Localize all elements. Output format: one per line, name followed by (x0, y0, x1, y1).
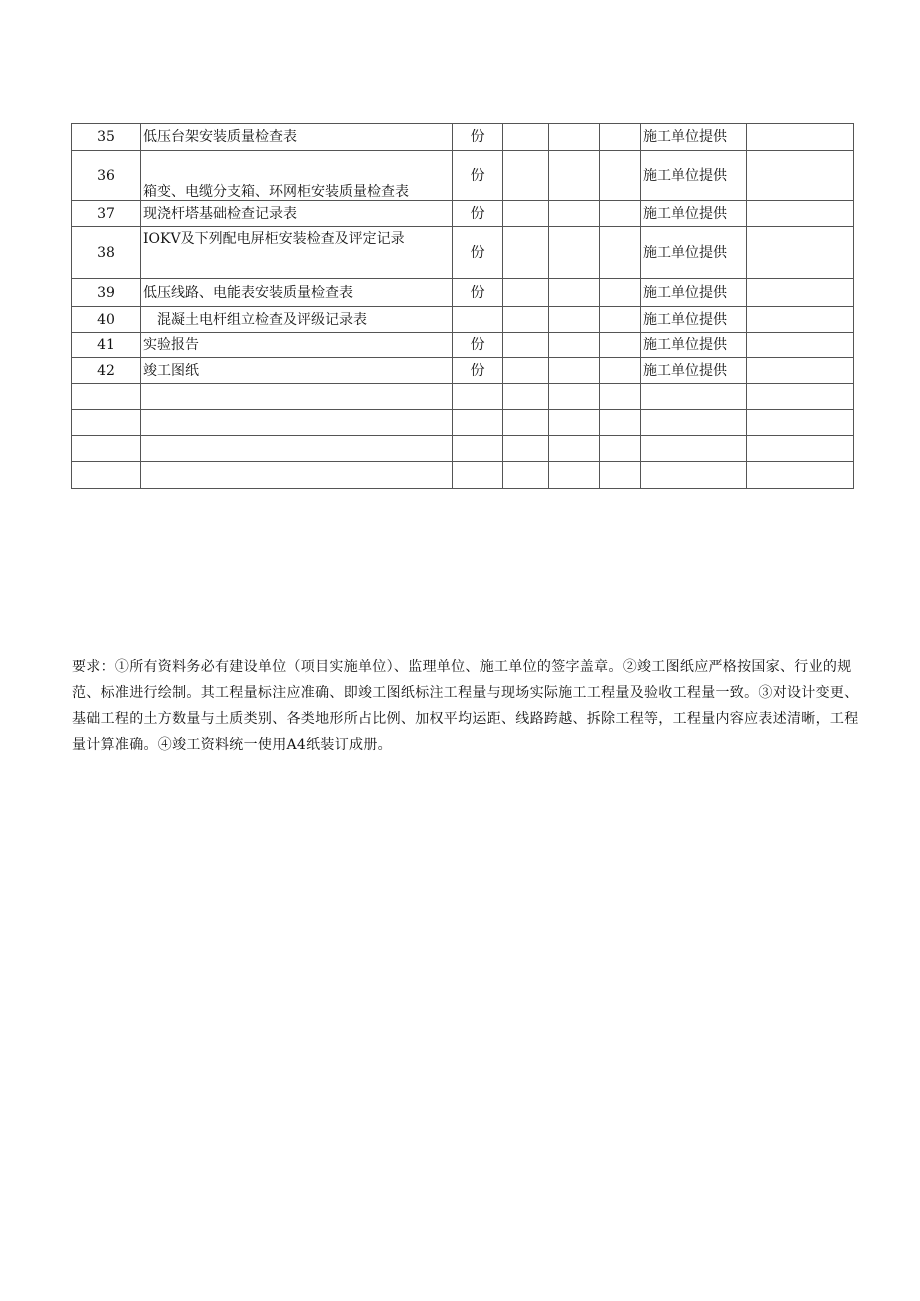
cell (549, 358, 600, 384)
cell (549, 436, 600, 462)
cell (747, 201, 854, 227)
item-unit: 份 (453, 124, 503, 151)
table-row (72, 333, 854, 358)
row-number: 36 (72, 151, 141, 201)
table-row-empty (72, 462, 854, 489)
cell (503, 124, 549, 151)
cell (453, 410, 503, 436)
item-name: IOKV及下列配电屏柜安装检查及评定记录 (141, 227, 453, 279)
cell (503, 227, 549, 279)
table-row (72, 227, 854, 279)
cell (600, 151, 641, 201)
cell (453, 384, 503, 410)
cell (600, 358, 641, 384)
row-number: 38 (72, 227, 141, 279)
cell (600, 227, 641, 279)
cell (141, 410, 453, 436)
cell (600, 279, 641, 307)
row-number: 37 (72, 201, 141, 227)
table-row (72, 151, 854, 201)
table-row-empty (72, 410, 854, 436)
requirements-note: 要求：①所有资料务必有建设单位（项目实施单位）、监理单位、施工单位的签字盖章。②竣工图纸应严格按国家、行业的规范、标准进行绘制。其工程量标注应准确、即竣工图纸标注工程量与现场实际施工工程量及验收工程量一致。③对设计变更、基础工程的土方数量与土质类别、各类地形所占比例、加权平均运距、线路跨越、拆除工程等，工程量内容应表述清晰，工程量计算准确。④竣工资料统一使用A4纸装订成册。 (72, 659, 859, 753)
cell (72, 384, 141, 410)
cell (549, 307, 600, 333)
cell (503, 436, 549, 462)
cell (503, 358, 549, 384)
row-number: 39 (72, 279, 141, 307)
cell (549, 410, 600, 436)
cell (747, 151, 854, 201)
cell (747, 333, 854, 358)
cell (503, 384, 549, 410)
item-unit: 份 (453, 279, 503, 307)
item-name: 混凝土电杆组立检查及评级记录表 (141, 307, 453, 333)
cell (747, 279, 854, 307)
cell (747, 307, 854, 333)
table-row (72, 124, 854, 151)
cell (549, 227, 600, 279)
item-source: 施工单位提供 (641, 227, 747, 279)
cell (641, 410, 747, 436)
cell (600, 384, 641, 410)
cell (549, 333, 600, 358)
item-name: 低压台架安装质量检查表 (141, 124, 453, 151)
cell (453, 436, 503, 462)
cell (600, 436, 641, 462)
cell (72, 436, 141, 462)
table-row-empty (72, 384, 854, 410)
cell (641, 462, 747, 489)
cell (503, 333, 549, 358)
cell (72, 462, 141, 489)
item-unit: 份 (453, 201, 503, 227)
item-unit: 份 (453, 333, 503, 358)
cell (641, 436, 747, 462)
item-name: 竣工图纸 (141, 358, 453, 384)
item-name: 箱变、电缆分支箱、环网柜安装质量检查表 (141, 151, 453, 201)
item-name: 低压线路、电能表安装质量检查表 (141, 279, 453, 307)
cell (503, 410, 549, 436)
row-number: 41 (72, 333, 141, 358)
item-source: 施工单位提供 (641, 358, 747, 384)
cell (503, 201, 549, 227)
cell (503, 279, 549, 307)
cell (600, 410, 641, 436)
row-number: 42 (72, 358, 141, 384)
cell (141, 384, 453, 410)
table-row (72, 201, 854, 227)
item-source: 施工单位提供 (641, 333, 747, 358)
item-unit: 份 (453, 227, 503, 279)
cell (641, 384, 747, 410)
item-source: 施工单位提供 (641, 307, 747, 333)
item-source: 施工单位提供 (641, 151, 747, 201)
cell (141, 462, 453, 489)
cell (503, 462, 549, 489)
cell (600, 124, 641, 151)
cell (747, 410, 854, 436)
cell (747, 436, 854, 462)
cell (747, 124, 854, 151)
cell (600, 462, 641, 489)
cell (503, 151, 549, 201)
item-source: 施工单位提供 (641, 124, 747, 151)
table-row (72, 279, 854, 307)
table-row (72, 307, 854, 333)
cell (503, 307, 549, 333)
cell (141, 436, 453, 462)
cell (747, 384, 854, 410)
cell (549, 201, 600, 227)
item-unit: 份 (453, 151, 503, 201)
cell (747, 358, 854, 384)
cell (453, 462, 503, 489)
cell (600, 307, 641, 333)
cell (747, 227, 854, 279)
row-number: 35 (72, 124, 141, 151)
table-row (72, 358, 854, 384)
document-table (71, 123, 854, 489)
item-unit (453, 307, 503, 333)
row-number: 40 (72, 307, 141, 333)
item-source: 施工单位提供 (641, 279, 747, 307)
item-name: 现浇杆塔基础检查记录表 (141, 201, 453, 227)
cell (549, 384, 600, 410)
cell (72, 410, 141, 436)
cell (549, 151, 600, 201)
item-source: 施工单位提供 (641, 201, 747, 227)
cell (747, 462, 854, 489)
cell (549, 279, 600, 307)
cell (600, 333, 641, 358)
item-unit: 份 (453, 358, 503, 384)
cell (600, 201, 641, 227)
item-name: 实验报告 (141, 333, 453, 358)
cell (549, 124, 600, 151)
cell (549, 462, 600, 489)
table-row-empty (72, 436, 854, 462)
